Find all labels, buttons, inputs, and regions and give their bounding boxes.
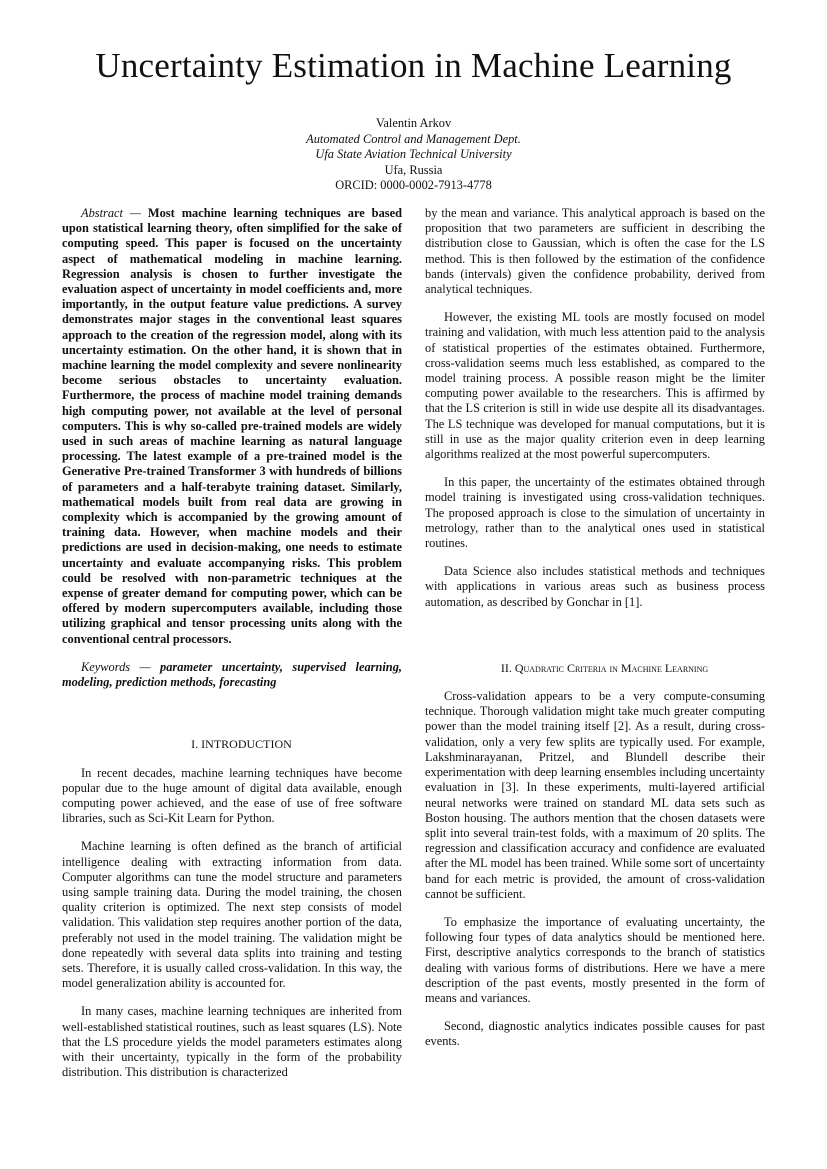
paragraph: Second, diagnostic analytics indicates possible causes for past events. [425,1019,765,1049]
paragraph: To emphasize the importance of evaluating uncertainty, the following four types of data analytics should be mentioned here. First, descriptive analytics corresponds to the branch of statistics dealing with various forms of distributions. Here we have a mere description of the past events, mostly presented in the form of means and variances. [425,914,765,1005]
paragraph: However, the existing ML tools are mostly focused on model training and validation, with much less attention paid to the analysis of statistical properties of the estimates obtained. Furthermore, cross-validation seems much less established, as compared to the model training process. A possible reason might be the limiter computing power available to the researchers. This is affirmed by that the LS criterion is still in wide use despite all its disadvantages. The LS technique was developed for manual computations, but it is still in use as the major quality criterion even in deep learning algorithms realized at the most powerful supercomputers. [425,310,765,462]
paragraph: In recent decades, machine learning techniques have become popular due to the huge amount of digital data available, enough computing power achieved, and the ease of use of free software libraries, such as Sci-Kit Learn for Python. [62,765,402,826]
paper-title: Uncertainty Estimation in Machine Learning [95,46,732,85]
paragraph: Data Science also includes statistical methods and techniques with applications in various areas such as business process automation, as described by Gonchar in [1]. [425,564,765,609]
abstract-text: Most machine learning techniques are based upon statistical learning theory, often simplified for the sake of computing speed. This paper is focused on the uncertainty aspect of mathematical modeling in machine learning. Regression analysis is chosen to further investigate the evaluation aspect of uncertainty in model coefficients and, more importantly, in the output feature value predictions. A survey demonstrates major stages in the conventional least squares approach to the creation of the regression model, along with its uncertainty estimation. On the other hand, it is shown that in machine learning the model complexity and severe nonlinearity become serious obstacles to uncertainty evaluation. Furthermore, the process of machine model training demands high computing power, not available at the level of personal computers. This is why so-called pre-trained models are widely used in such areas of machine learning as natural language processing. The latest example of a pre-trained model is the Generative Pre-trained Transformer 3 with hundreds of billions of parameters and a half-terabyte training dataset. Similarly, mathematical models built from real data are growing in complexity which is accompanied by the growing amount of training data. However, when machine models and their predictions are used in decision-making, one needs to estimate uncertainty and evaluate accompanying risks. This problem could be resolved with non-parametric techniques at the expense of greater demand for computing power, which can be offered by modern supercomputers available, including those utilizing graphical and tensor processing units along with the conventional central processors. [62,206,402,646]
right-column [425,206,765,1063]
section-heading-quadratic-criteria: II. Quadratic Criteria in Machine Learning [500,660,709,675]
section-heading-introduction: I. INTRODUCTION [191,737,292,752]
author-dept: Automated Control and Management Dept. [306,131,521,146]
paragraph: In this paper, the uncertainty of the estimates obtained through model training is investigated using cross-validation techniques. The proposed approach is close to the simulation of uncertainty in metrology, rather than to the analytical ones used in statistical routines. [425,475,765,551]
keywords [62,660,402,690]
author-location: Ufa, Russia [384,162,443,177]
author-block [0,116,827,194]
paragraph: by the mean and variance. This analytical approach is based on the proposition that two parameters are sufficient in describing the distribution close to Gaussian, which is often the case for the LS method. This is then followed by the estimation of the confidence bands (intervals) given the confidence probability, derived from analytical techniques. [425,206,765,297]
author-orcid: ORCID: 0000-0002-7913-4778 [335,178,492,193]
author-name: Valentin Arkov [375,116,452,130]
paragraph: In many cases, machine learning techniques are inherited from well-established statistical routines, such as least squares (LS). Note that the LS procedure yields the model parameters estimates along with their uncertainty, typically in the form of the probability distribution. This distribution is characterized [62,1004,402,1080]
left-column [62,206,402,1093]
author-university: Ufa State Aviation Technical University [315,147,512,162]
abstract [62,206,402,647]
keywords-lead: Keywords — [81,659,151,674]
paragraph: Machine learning is often defined as the branch of artificial intelligence dealing with extracting information from data. Computer algorithms can tune the model structure and parameters using sample training data. During the model training, the chosen quality criterion is optimized. The next step consists of model validation. This validation step requires another portion of the data, preferably not used in the model training. The validation might be done repeatedly with several data splits into training and testing sets. Therefore, it is usually called cross-validation. In this way, the model generalization ability is accounted for. [62,839,402,991]
keywords-text: parameter uncertainty, supervised learning, modeling, prediction methods, forecasting [62,659,402,690]
paragraph: Cross-validation appears to be a very compute-consuming technique. Thorough validation might take much greater computing power than the model training itself [2]. As a result, during cross-validation, only a very few splits are typically used. For example, Lakshminarayanan, Pritzel, and Blundell describe their experimentation with deep learning ensembles including uncertainty evaluation in [3]. In these experiments, multi-layered artificial neural networks were trained on standard ML data sets such as Boston housing. The authors mention that the chosen datasets were split into several train-test folds, with a maximum of 20 splits. The regression and classification accuracy and confidence are evaluated after the ML model has been trained. While some sort of uncertainty band for each metric is provided, the amount of cross-validation cannot be sufficient. [425,689,765,901]
abstract-lead: Abstract — [81,206,141,220]
